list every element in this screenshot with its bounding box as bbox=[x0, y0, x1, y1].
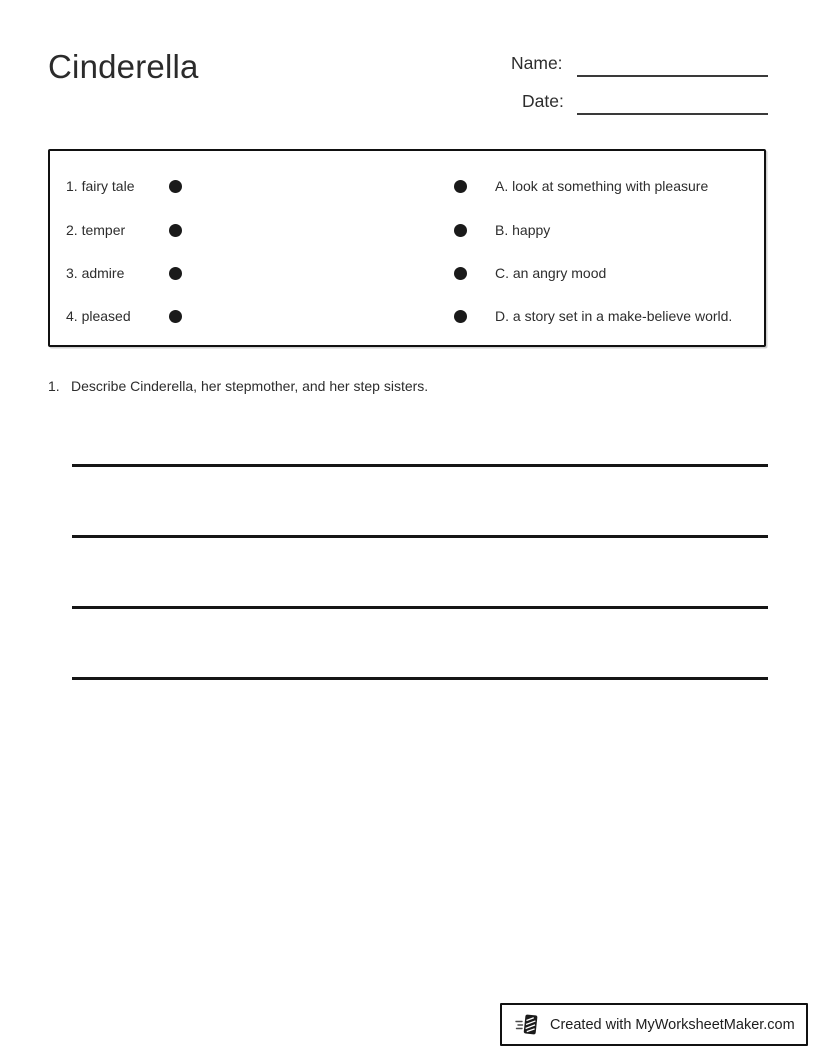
answer-write-line bbox=[72, 677, 768, 680]
matching-term: 4. pleased bbox=[66, 308, 131, 324]
matching-definition: C. an angry mood bbox=[495, 265, 607, 281]
answer-write-line bbox=[72, 464, 768, 467]
match-dot-left-icon bbox=[169, 180, 182, 193]
match-dot-right-icon bbox=[454, 224, 467, 237]
worksheet-maker-logo-icon bbox=[514, 1011, 542, 1039]
matching-exercise-box bbox=[48, 149, 766, 347]
matching-row bbox=[50, 174, 764, 198]
matching-term: 2. temper bbox=[66, 222, 126, 238]
match-dot-right-icon bbox=[454, 180, 467, 193]
matching-definition: A. look at something with pleasure bbox=[495, 178, 709, 194]
match-dot-left-icon bbox=[169, 310, 182, 323]
match-dot-left-icon bbox=[169, 267, 182, 280]
question-text: Describe Cinderella, her stepmother, and her step sisters. bbox=[71, 378, 429, 394]
matching-row bbox=[50, 304, 764, 328]
question-number: 1. bbox=[48, 378, 60, 394]
answer-write-line bbox=[72, 535, 768, 538]
page-title: Cinderella bbox=[48, 48, 199, 85]
matching-row bbox=[50, 218, 764, 242]
match-dot-right-icon bbox=[454, 267, 467, 280]
matching-definition: D. a story set in a make-believe world. bbox=[495, 308, 733, 324]
footer-credit-badge bbox=[500, 1003, 808, 1046]
matching-term: 1. fairy tale bbox=[66, 178, 135, 194]
name-write-line bbox=[577, 75, 768, 77]
matching-term: 3. admire bbox=[66, 265, 125, 281]
name-field-label: Name: bbox=[511, 53, 563, 73]
date-write-line bbox=[577, 113, 768, 115]
matching-row bbox=[50, 261, 764, 285]
matching-definition: B. happy bbox=[495, 222, 551, 238]
date-field-label: Date: bbox=[522, 91, 564, 111]
match-dot-left-icon bbox=[169, 224, 182, 237]
match-dot-right-icon bbox=[454, 310, 467, 323]
answer-write-line bbox=[72, 606, 768, 609]
footer-credit-text: Created with MyWorksheetMaker.com bbox=[550, 1016, 795, 1033]
